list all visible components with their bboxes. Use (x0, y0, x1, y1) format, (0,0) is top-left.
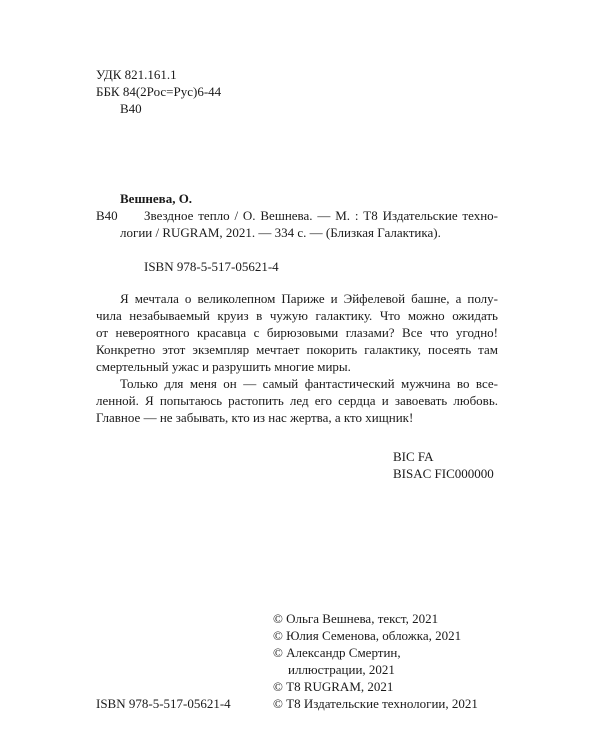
copyright-line: © Т8 RUGRAM, 2021 (273, 679, 394, 694)
annotation-line: Только для меня он — самый фантастический мужчина во все- (120, 376, 498, 391)
annotation-line: чила незабываемый круиз в чужую галактику. Что можно ожидать (96, 308, 498, 323)
author-name: Вешнева, О. (120, 191, 193, 206)
udk-code: УДК 821.161.1 (96, 67, 177, 82)
bisac-code: BISAC FIC000000 (393, 466, 494, 481)
bbk-code: ББК 84(2Рос=Рус)6-44 (96, 84, 222, 99)
copyright-line: © Ольга Вешнева, текст, 2021 (273, 611, 439, 626)
annotation-line: от невероятного красавца с бирюзовыми глазами? Все что угодно! (96, 325, 498, 340)
record-isbn: ISBN 978-5-517-05621-4 (144, 259, 279, 274)
annotation-line: ленной. Я попытаюсь растопить лед его сердца и завоевать любовь. (96, 393, 498, 408)
annotation-line: смертельный ужас и разрушить многие миры. (96, 359, 351, 374)
description-line-2: логии / RUGRAM, 2021. — 334 с. — (Близкая Галактика). (120, 225, 441, 240)
record-sign: В40 (96, 208, 118, 223)
bic-code: BIC FA (393, 449, 434, 464)
annotation-line: Я мечтала о великолепном Париже и Эйфелевой башне, а полу- (120, 291, 498, 306)
annotation-paragraph-1 (96, 290, 498, 375)
annotation-paragraph-2 (96, 375, 498, 426)
copyright-line: © Александр Смертин, (273, 645, 401, 660)
author-sign: В40 (120, 101, 142, 116)
annotation-line: Конкретно этот экземпляр мечтает покорить галактику, посеять там (96, 342, 498, 357)
copyright-line: иллюстрации, 2021 (288, 662, 395, 677)
footer-isbn: ISBN 978-5-517-05621-4 (96, 696, 231, 711)
copyright-line: © Юлия Семенова, обложка, 2021 (273, 628, 462, 643)
copyright-line: © Т8 Издательские технологии, 2021 (273, 696, 478, 711)
description-line-1: Звездное тепло / О. Вешнева. — М. : Т8 Издательские техно- (144, 208, 498, 223)
annotation-line: Главное — не забывать, кто из нас жертва, а кто хищник! (96, 410, 414, 425)
